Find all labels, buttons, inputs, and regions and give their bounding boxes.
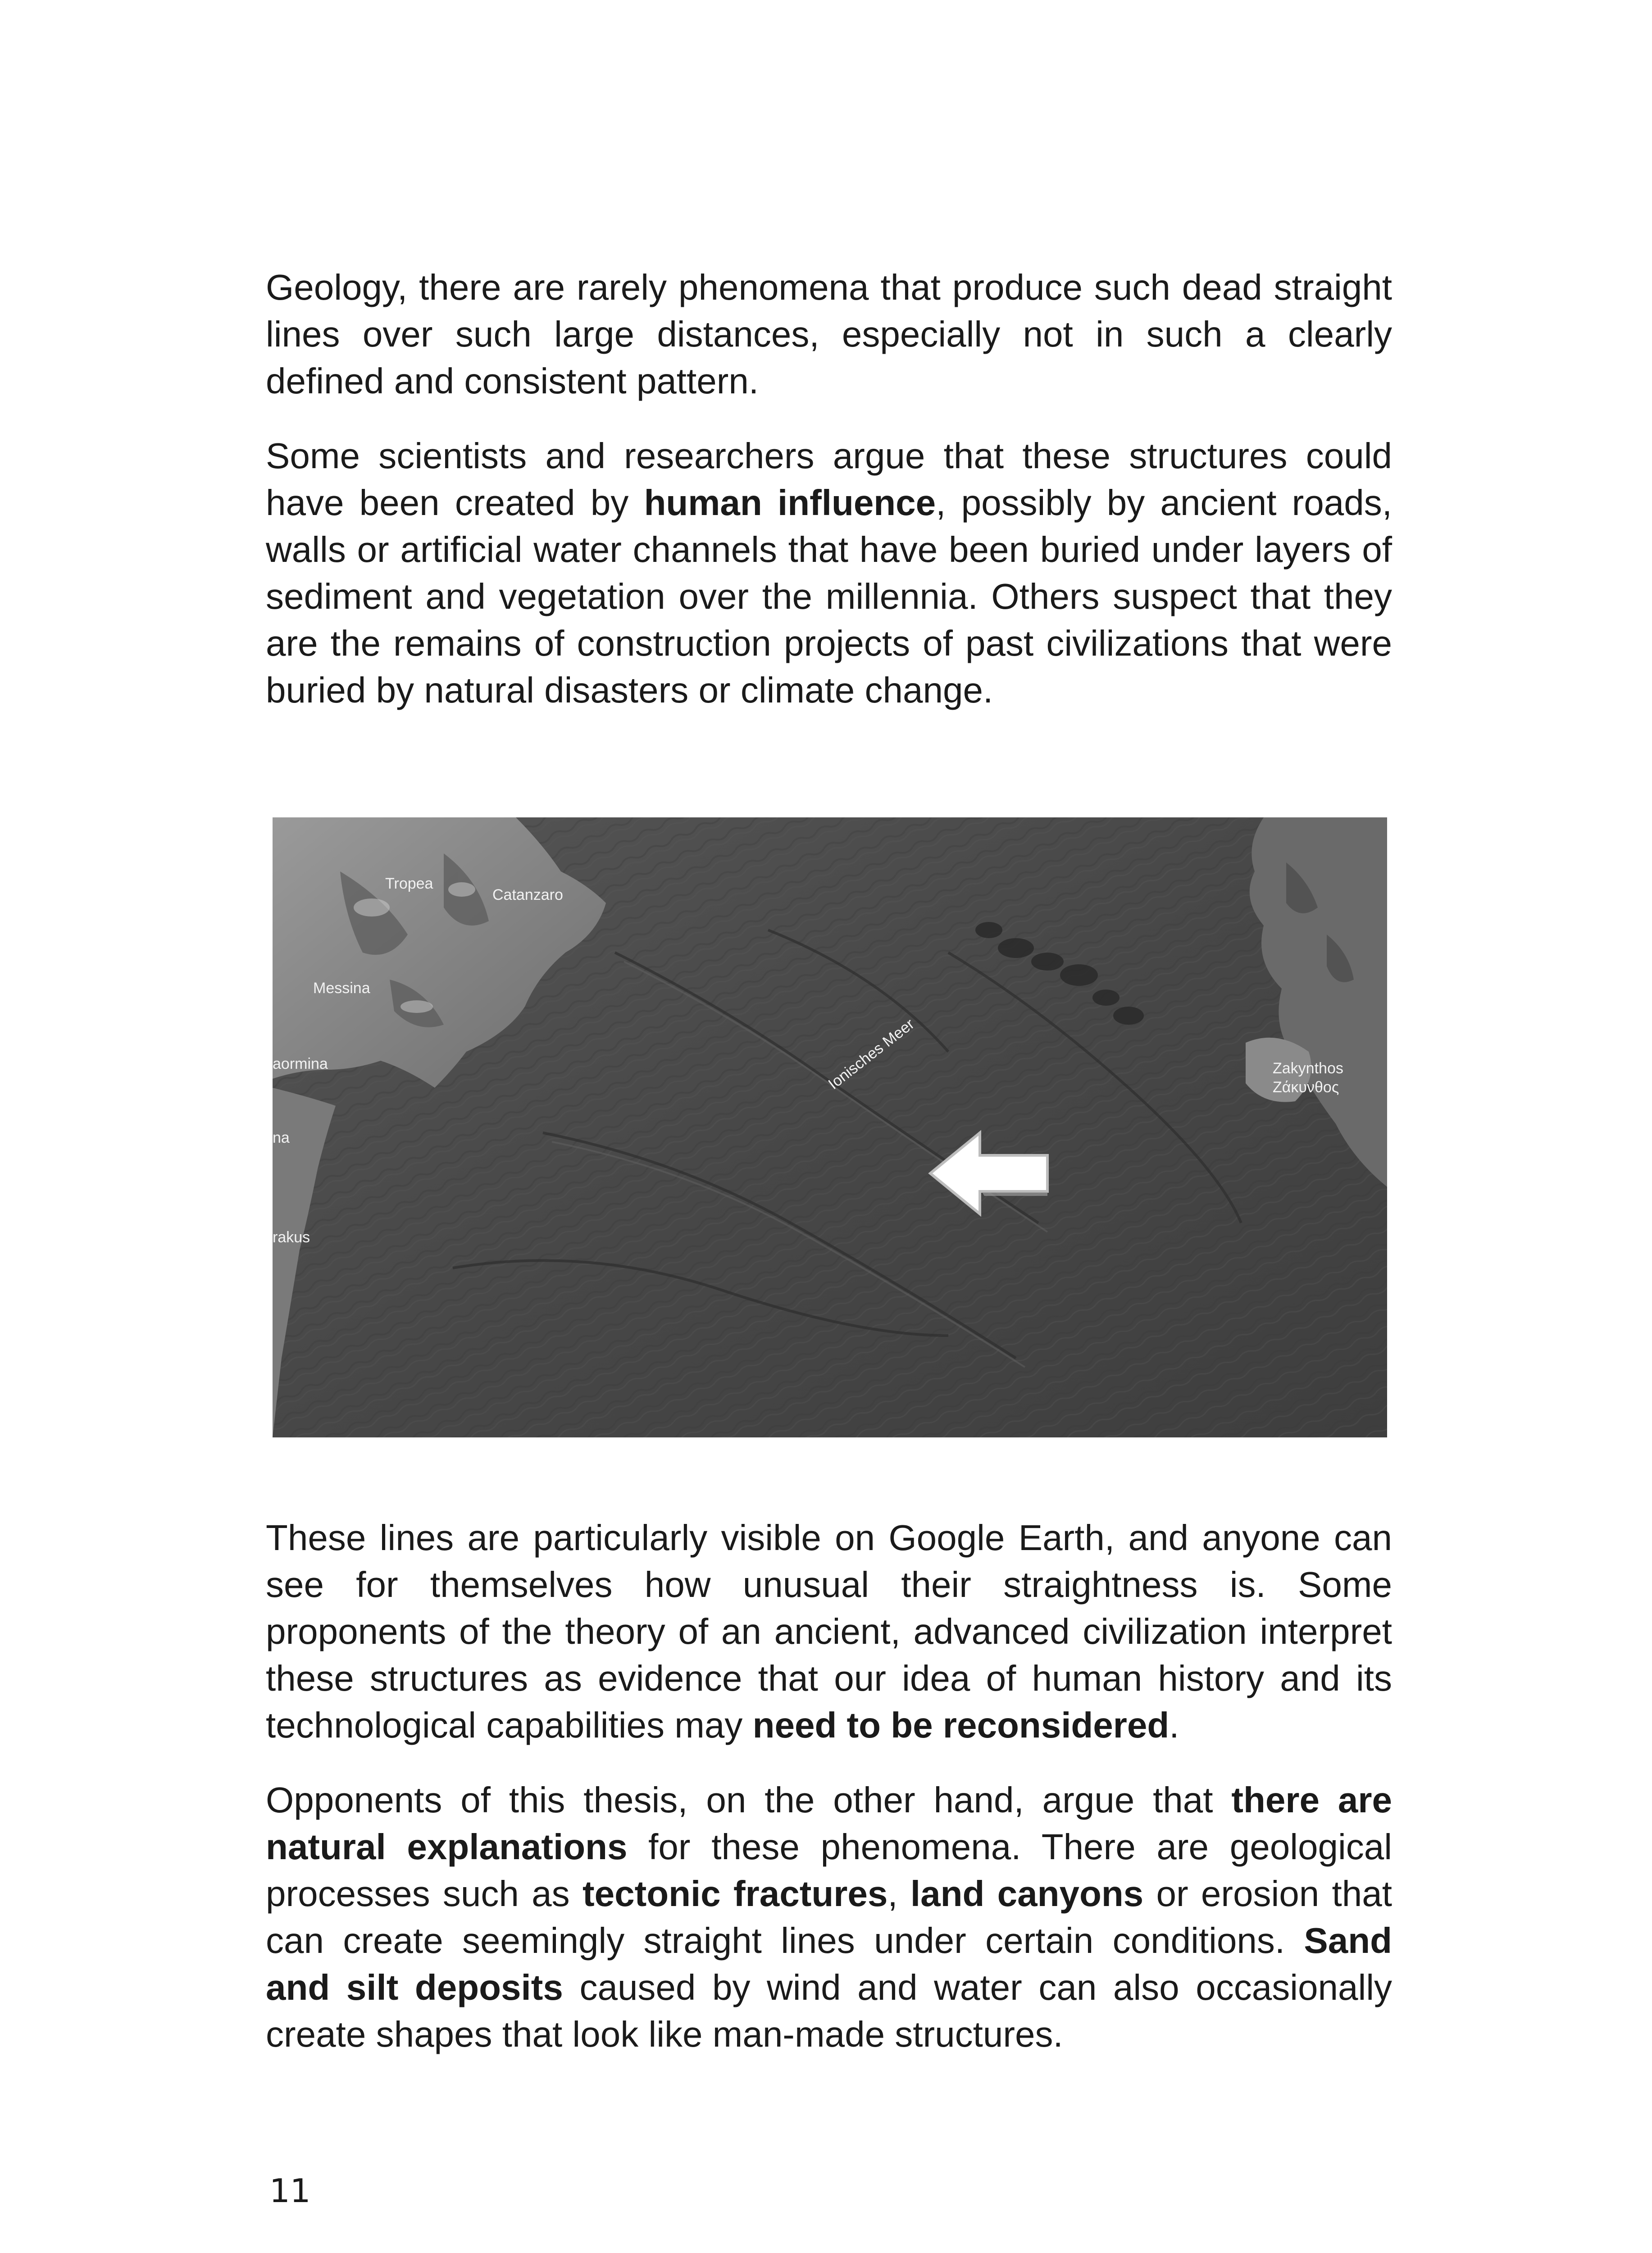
paragraph-geology <box>266 264 1392 405</box>
paragraph-opponents <box>266 1777 1392 2058</box>
label-catania: na <box>273 1129 290 1146</box>
paragraph-text: Some scientists and researchers argue that these structures could have been created by <box>266 436 1392 523</box>
paragraph-text: These lines are particularly visible on Google Earth, and anyone can see for themselves how unusual their straightness is. Some proponents of the theory of an ancient, advanced civilization interpret these structures as evidence that our idea of human history and its technological capabilities may <box>266 1518 1392 1745</box>
label-zakynthos-greek: Ζάκυνθος <box>1273 1079 1339 1096</box>
bold-phrase: tectonic fractures <box>582 1874 888 1914</box>
bold-phrase: there are natural explanations <box>266 1780 1393 1867</box>
bold-phrase: need to be reconsidered <box>752 1705 1170 1745</box>
paragraph-text: caused by wind and water can also occasionally create shapes that look like man-made structures. <box>266 1967 1392 2054</box>
label-messina: Messina <box>313 980 370 997</box>
label-catanzaro: Catanzaro <box>492 886 563 903</box>
label-ionian-sea: Ionisches Meer <box>825 1015 918 1093</box>
bold-phrase: land canyons <box>910 1874 1144 1914</box>
paragraph-text: . <box>1169 1705 1179 1745</box>
map-image <box>273 817 1387 1437</box>
bold-phrase: Sand and silt deposits <box>266 1920 1392 2007</box>
upper-text-block <box>266 264 1392 714</box>
label-tropea: Tropea <box>385 875 433 892</box>
label-zakynthos: Zakynthos <box>1273 1060 1343 1077</box>
label-siracusa: rakus <box>273 1229 310 1246</box>
lower-text-block <box>266 1514 1392 2058</box>
paragraph-text: for these phenomena. There are geological processes such as <box>266 1827 1392 1914</box>
satellite-map-figure <box>273 817 1387 1437</box>
bold-phrase: human influence <box>644 483 936 523</box>
paragraph-google-earth <box>266 1514 1392 1749</box>
page-number: 11 <box>269 2172 311 2210</box>
paragraph-text: , <box>887 1874 910 1914</box>
paragraph-text: Geology, there are rarely phenomena that produce such dead straight lines over such large distances, especially not in such a clearly defined and consistent pattern. <box>266 267 1392 401</box>
label-taormina: aormina <box>273 1055 328 1072</box>
paragraph-human-influence <box>266 433 1392 714</box>
paragraph-text: Opponents of this thesis, on the other hand, argue that <box>266 1780 1232 1820</box>
paragraph-text: , possibly by ancient roads, walls or artificial water channels that have been buried under layers of sediment and vegetation over the millennia. Others suspect that they are the remains of construction projects of past civilizations that were buried by natural disasters or climate change. <box>266 483 1392 710</box>
paragraph-text: or erosion that can create seemingly straight lines under certain conditions. <box>266 1874 1392 1961</box>
